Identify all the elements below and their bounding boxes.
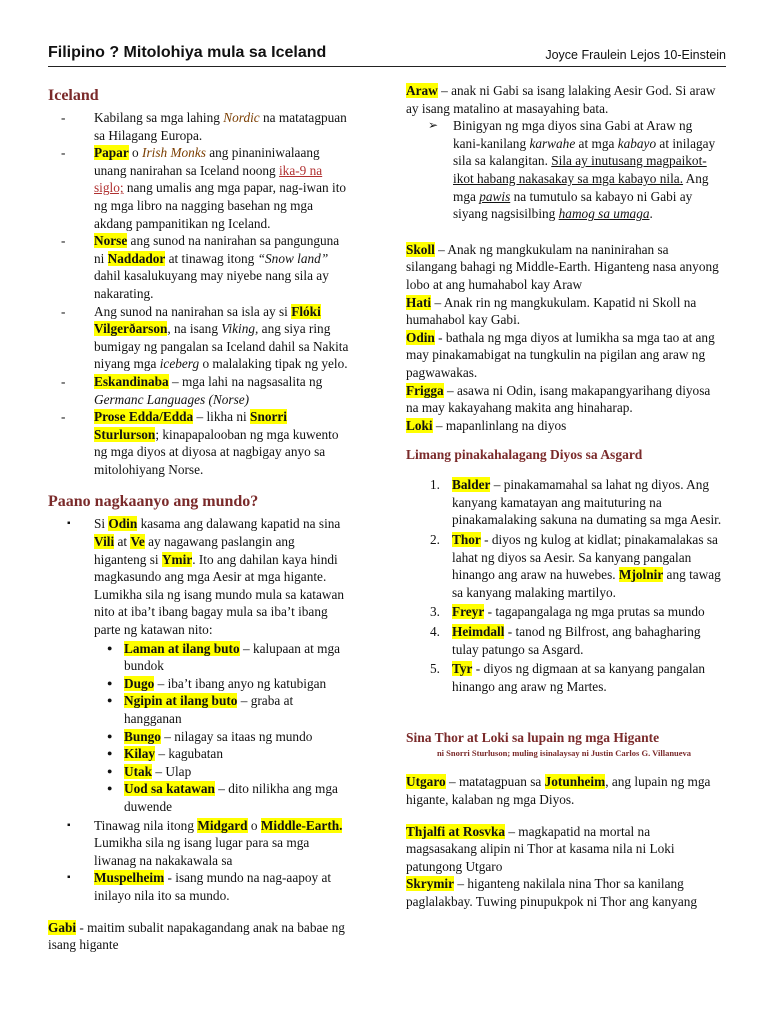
list-item: ▪ Muspelheim - isang mundo na nag-aapoy at inilayo nila ito sa mundo. (48, 869, 350, 904)
thor-byline: ni Snorri Sturluson; muling isinalaysay ni Justin Carlos G. Villanueva (436, 748, 692, 759)
gods-list (406, 476, 722, 695)
iceland-heading: Iceland (48, 87, 99, 104)
skrymir-entry: Skrymir – higanteng nakilala nina Thor sa kanilang paglalakbay. Tuwing pinupukpok ni Thor ang kanyang (406, 876, 698, 909)
list-item: - Prose Edda/Edda – likha ni Snorri Sturlurson; kinapapalooban ng mga kuwento ng mga diyos at diyosa at nagbigay anyo sa mitolohiyang Norse. (48, 408, 350, 478)
list-item: ● Bungo – nilagay sa itaas ng mundo (48, 728, 350, 746)
araw-entry: Araw – anak ni Gabi sa isang lalaking Aesir God. Si araw ay isang matalino at masayahing bata. (406, 83, 716, 116)
left-column (48, 82, 350, 954)
frigga-entry: Frigga – asawa ni Odin, isang makapangyarihang diyosa na may kakayahang makita ang hinaharap. (406, 382, 711, 416)
list-item: ● Laman at ilang buto – kalupaan at mga bundok (48, 640, 350, 675)
loki-entry: Loki – mapanlinlang na diyos (406, 417, 567, 433)
author-line: Joyce Fraulein Lejos 10-Einstein (545, 48, 726, 62)
araw-sublist (406, 117, 722, 223)
list-item: - Kabilang sa mga lahing Nordic na matatagpuan sa Hilagang Europa. (48, 109, 350, 144)
list-item: 4. Heimdall - tanod ng Bilfrost, ang bahagharing tulay patungo sa Asgard. (430, 624, 701, 657)
list-item: ● Uod sa katawan – dito nilikha ang mga duwende (48, 780, 350, 815)
body-parts-list (48, 640, 350, 816)
list-item: ➢ Binigyan ng mga diyos sina Gabi at Araw ng kani-kanilang karwahe at mga kabayo at inilagay sila sa kalangitan. Sila ay inutusang magpaikot-ikot habang nakasakay sa mga kabayo nila. Ang mga pawis na tumutulo sa kabayo ni Gabi ay siyang nagsisilbing hamog sa umaga. (406, 117, 722, 223)
list-item: ▪ Tinawag nila itong Midgard o Middle-Earth. Lumikha sila ng isang lugar para sa mga liwanag na nakakawala sa (48, 817, 350, 870)
list-item: ● Ngipin at ilang buto – graba at hangganan (48, 692, 350, 727)
list-item: 5. Tyr - diyos ng digmaan at sa kanyang pangalan hinango ang araw ng Martes. (430, 661, 706, 694)
list-item: ▪ Si Odin kasama ang dalawang kapatid na sina Vili at Ve ay nagawang paslangin ang higanteng si Ymir. Ito ang dahilan kaya hindi magkasundo ang mga Aesir at mga higante. Lumikha sila ng isang mundo mula sa katawan nito at iba’t ibang bagay mula sa iba’t ibang parte ng katawan nito: (48, 515, 350, 638)
list-item: ● Kilay – kagubatan (48, 745, 350, 763)
utgaro-entry: Utgaro – matatagpuan sa Jotunheim, ang lupain ng mga higante, kalaban ng mga Diyos. (406, 774, 711, 807)
list-item: - Eskandinaba – mga lahi na nagsasalita ng Germanc Languages (Norse) (48, 373, 350, 408)
list-item: 2. Thor - diyos ng kulog at kidlat; pinakamalakas sa lahat ng diyos sa Aesir. Sa kanyang pangalan hinango ang araw na huwebes. Mjolnir ang tawag sa kanyang malaking martilyo. (430, 532, 721, 600)
gods-heading: Limang pinakahalagang Diyos sa Asgard (406, 447, 643, 463)
list-item: ● Utak – Ulap (48, 763, 350, 781)
document-title: Filipino ? Mitolohiya mula sa Iceland (48, 44, 327, 61)
page-header (48, 44, 726, 67)
list-item: 3. Freyr - tagapangalaga ng mga prutas sa mundo (430, 604, 705, 620)
world-heading: Paano nagkaanyo ang mundo? (48, 493, 259, 511)
skoll-entry: Skoll – Anak ng mangkukulam na naninirahan sa silangang bahagi ng Middle-Earth. Higanteng nasa anyong lobo at ang humahabol kay Araw (406, 241, 719, 292)
iceland-list (48, 109, 350, 478)
list-item: - Norse ang sunod na nanirahan sa pangunguna ni Naddador at tinawag itong “Snow land” dahil kasalukuyang may niyebe nang sila ay nakarating. (48, 232, 350, 302)
gabi-entry: Gabi - maitim subalit napakagandang anak na babae ng isang higante (48, 919, 345, 953)
odin-entry: Odin - bathala ng mga diyos at lumikha sa mga tao at ang may pinakamabigat na tungkulin na pigilan ang araw ng pagwawakas. (406, 329, 715, 380)
world-list-2 (48, 817, 350, 905)
right-column (406, 82, 722, 911)
list-item: - Ang sunod na nanirahan sa isla ay si Flóki Vilgerðarson, na isang Viking, ang siya ring bumigay ng pangalan sa Iceland dahil sa Nakita niyang mga iceberg o malalaking tipak ng yelo. (48, 303, 350, 373)
list-item: - Papar o Irish Monks ang pinaniniwalaang unang nanirahan sa Iceland noong ika-9 na siglo; nang umalis ang mga papar, nag-iwan ito ng mga libro na nagging basehan ng mga akdang pampanitikan ng Iceland. (48, 144, 350, 232)
thor-heading: Sina Thor at Loki sa lupain ng mga Higante (406, 730, 660, 746)
hati-entry: Hati – Anak rin ng mangkukulam. Kapatid ni Skoll na humahabol kay Gabi. (406, 294, 697, 328)
thjalfi-entry: Thjalfi at Rosvka – magkapatid na mortal na magsasakang alipin ni Thor at kasama nila ni Loki patungong Utgaro (406, 823, 675, 874)
list-item: ● Dugo – iba’t ibang anyo ng katubigan (48, 675, 350, 693)
world-list (48, 515, 350, 638)
list-item: 1. Balder – pinakamamahal sa lahat ng diyos. Ang kanyang kamatayan ang maituturing na pinakamalaking sakuna na dumating sa mga Aesir. (430, 477, 722, 528)
